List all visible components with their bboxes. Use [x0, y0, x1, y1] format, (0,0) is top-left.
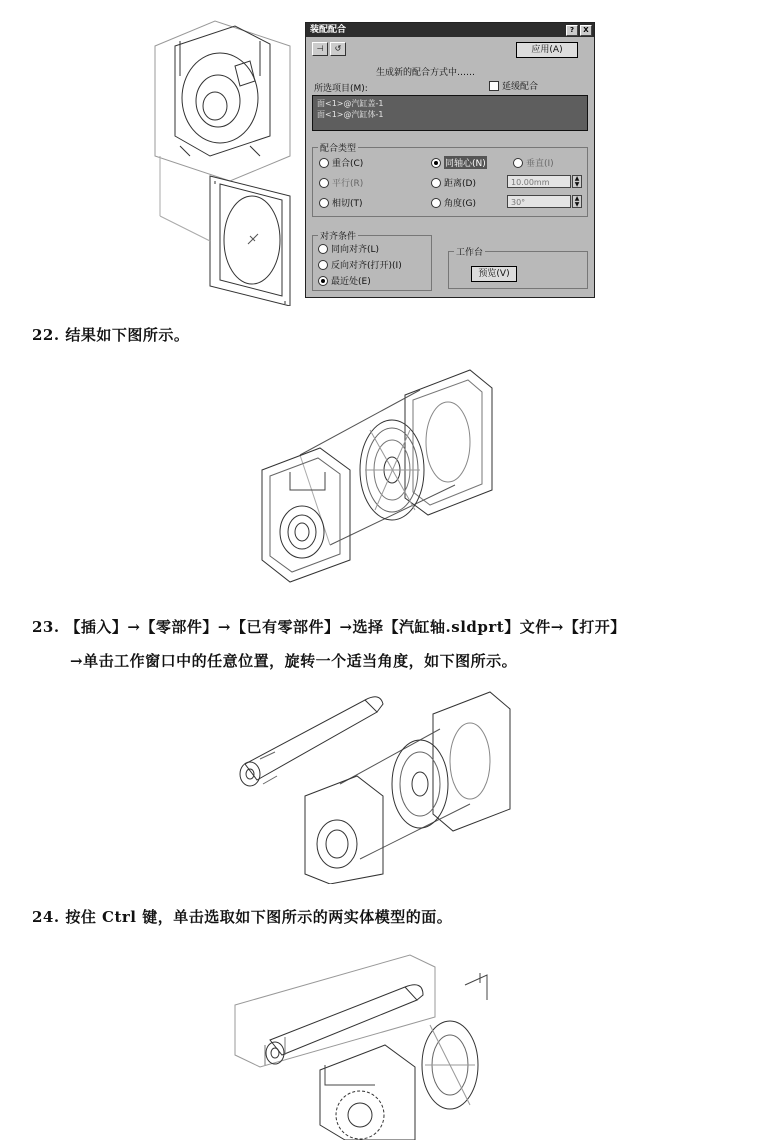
dialog-titlebar: [306, 23, 594, 37]
align-opposite-radio[interactable]: [318, 258, 402, 271]
radio-circle[interactable]: [319, 158, 329, 168]
mate-concentric-radio[interactable]: [431, 156, 487, 169]
step-23-text-line2: →单击工作窗口中的任意位置，旋转一个适当角度，如下图所示。: [70, 652, 518, 670]
align-opposite-label: 反向对齐(打开)(I): [331, 261, 402, 271]
help-icon[interactable]: ?: [566, 25, 578, 36]
mate-dialog: [305, 22, 595, 298]
alignment-legend: 对齐条件: [318, 229, 358, 242]
radio-circle[interactable]: [319, 198, 329, 208]
apply-button[interactable]: 应用(A): [516, 42, 578, 58]
delay-mate-checkbox[interactable]: [489, 79, 538, 92]
mate-distance-label: 距离(D): [444, 179, 476, 189]
mate-perpendicular-radio[interactable]: [513, 156, 554, 169]
close-icon[interactable]: X: [580, 25, 592, 36]
undo-icon[interactable]: ↺: [330, 42, 346, 56]
radio-circle[interactable]: [318, 260, 328, 270]
figure-step-24: [225, 945, 525, 1140]
cylinder-assembly-drawing: [230, 360, 520, 590]
radio-circle[interactable]: [513, 158, 523, 168]
mate-parallel-label: 平行(R): [332, 179, 364, 189]
mate-angle-radio[interactable]: [431, 196, 476, 209]
alignment-group: [312, 232, 432, 291]
step-22-text: 22. 结果如下图所示。: [32, 326, 190, 344]
cylinder-cover-model-drawing: [140, 6, 310, 306]
radio-circle[interactable]: [431, 178, 441, 188]
dialog-title: 装配配合: [310, 25, 347, 35]
mate-type-legend: 配合类型: [318, 141, 358, 154]
mate-distance-radio[interactable]: [431, 176, 476, 189]
mate-coincident-radio[interactable]: [319, 156, 363, 169]
push-pin-icon[interactable]: ⊣: [312, 42, 328, 56]
checkbox-box[interactable]: [489, 81, 499, 91]
radio-circle[interactable]: [431, 198, 441, 208]
selected-items-list[interactable]: [312, 95, 588, 131]
align-closest-label: 最近处(E): [331, 277, 371, 287]
mate-tangent-radio[interactable]: [319, 196, 363, 209]
selected-items-label: 所选项目(M):: [314, 84, 368, 94]
step-24-text: 24. 按住 Ctrl 键，单击选取如下图所示的两实体模型的面。: [32, 908, 453, 926]
align-same-label: 同向对齐(L): [331, 245, 380, 255]
radio-circle[interactable]: [319, 178, 329, 188]
distance-spinner[interactable]: ▲ ▼: [572, 175, 582, 188]
mate-coincident-label: 重合(C): [332, 159, 364, 169]
figure-mate-dialog-model: [140, 6, 310, 306]
align-closest-radio[interactable]: [318, 274, 371, 287]
radio-circle[interactable]: [318, 244, 328, 254]
figure-step-22: [230, 360, 520, 590]
face-selection-drawing: [225, 945, 525, 1140]
align-same-radio[interactable]: [318, 242, 379, 255]
workbench-legend: 工作台: [454, 245, 485, 258]
mate-parallel-radio[interactable]: [319, 176, 363, 189]
mate-angle-label: 角度(G): [444, 199, 476, 209]
mate-perpendicular-label: 垂直(I): [526, 159, 554, 169]
distance-input[interactable]: 10.00mm: [507, 175, 571, 188]
status-text: 生成新的配合方式中……: [376, 68, 476, 78]
list-item[interactable]: 面<1>@汽缸盖-1: [317, 99, 384, 108]
workbench-group: [448, 248, 588, 289]
angle-spinner[interactable]: ▲ ▼: [572, 195, 582, 208]
radio-circle[interactable]: [318, 276, 328, 286]
angle-input[interactable]: 30°: [507, 195, 571, 208]
assembly-with-piston-rod-drawing: [205, 684, 525, 884]
delay-mate-label: 延缓配合: [502, 82, 539, 92]
mate-tangent-label: 相切(T): [332, 199, 363, 209]
mate-concentric-label: 同轴心(N): [444, 156, 487, 169]
step-23-text-line1: 23. 【插入】→【零部件】→【已有零部件】→选择【汽缸轴.sldprt】文件→【打开】: [32, 618, 626, 636]
radio-circle[interactable]: [431, 158, 441, 168]
list-item[interactable]: 面<1>@汽缸体-1: [317, 110, 384, 119]
figure-step-23: [205, 684, 525, 884]
mate-type-group: [312, 144, 588, 217]
preview-button[interactable]: 预览(V): [471, 266, 517, 282]
